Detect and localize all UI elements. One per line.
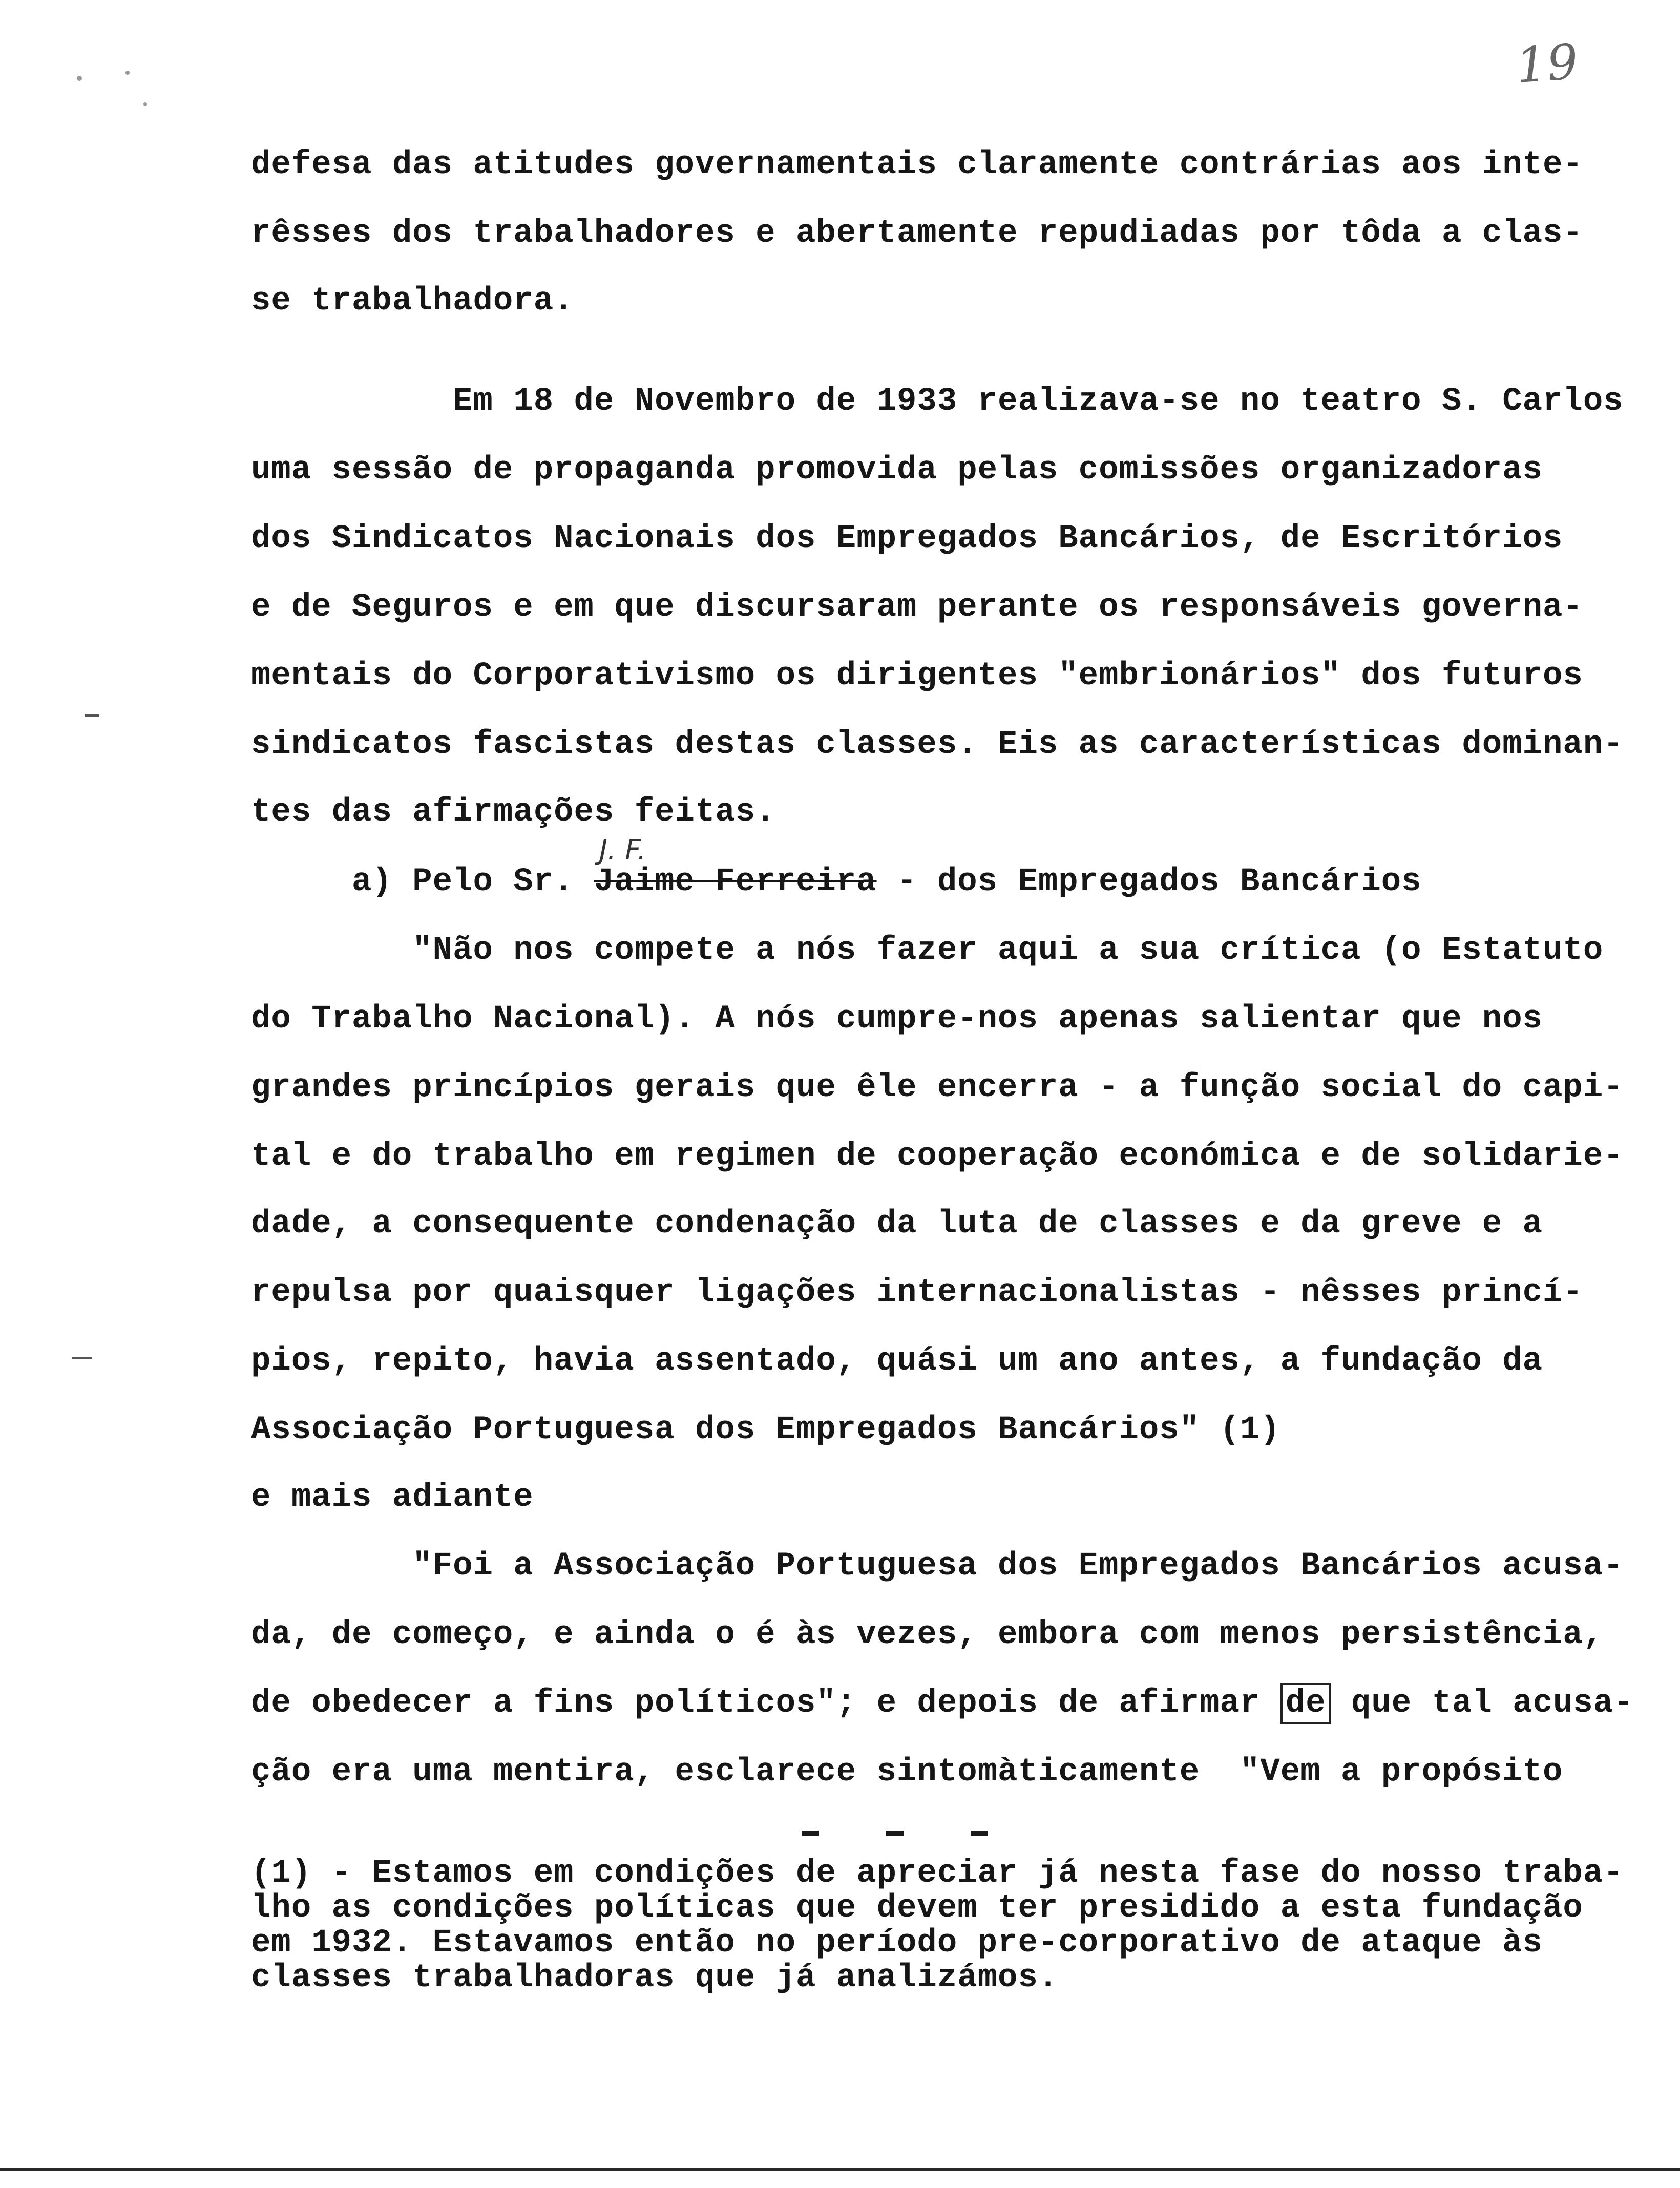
margin-mark <box>85 714 99 717</box>
boxed-word-line <box>251 1685 1634 1722</box>
quote-line: Associação Portuguesa dos Empregados Bancários" (1) <box>251 1412 1280 1448</box>
body-line: ção era uma mentira, esclarece sintomàticamente "Vem a propósito <box>251 1754 1563 1791</box>
quote-line: tal e do trabalho em regimen de cooperação económica e de solidarie- <box>251 1138 1624 1175</box>
body-line: dos Sindicatos Nacionais dos Empregados Bancários, de Escritórios <box>251 520 1563 557</box>
body-line: rêsses dos trabalhadores e abertamente repudiadas por tôda a clas- <box>251 215 1583 252</box>
quote-line: da, de começo, e ainda o é às vezes, embora com menos persistência, <box>251 1616 1604 1653</box>
scan-speck <box>125 71 130 75</box>
footnote-line: em 1932. Estavamos então no período pre-corporativo de ataque às <box>251 1925 1543 1962</box>
page-number-mark: 19 <box>1514 33 1580 95</box>
body-line: uma sessão de propaganda promovida pelas comissões organizadoras <box>251 452 1543 489</box>
item-a-prefix: a) Pelo Sr. <box>251 864 594 900</box>
body-line: sindicatos fascistas destas classes. Eis as características dominan- <box>251 726 1624 763</box>
struck-name: Jaime Ferreira <box>594 864 877 900</box>
separator-dash <box>971 1831 988 1836</box>
separator-dash <box>886 1831 904 1836</box>
separator-dash <box>802 1831 819 1836</box>
boxed-line-after: que tal acusa- <box>1331 1685 1634 1722</box>
handwritten-initials: J. F. <box>599 834 646 866</box>
item-a-suffix: - dos Empregados Bancários <box>876 864 1422 900</box>
quote-line: "Não nos compete a nós fazer aqui a sua crítica (o Estatuto <box>251 932 1604 969</box>
scan-speck <box>143 102 147 106</box>
body-line: tes das afirmações feitas. <box>251 794 776 831</box>
quote-line: dade, a consequente condenação da luta de classes e da greve e a <box>251 1206 1543 1243</box>
body-line: se trabalhadora. <box>251 283 574 320</box>
boxed-word: de <box>1280 1683 1331 1724</box>
item-a-line <box>251 864 1422 900</box>
body-line: Em 18 de Novembro de 1933 realizava-se no teatro S. Carlos <box>251 383 1624 420</box>
scan-bottom-edge <box>0 2168 1680 2171</box>
footnote-line: classes trabalhadoras que já analizámos. <box>251 1960 1059 1996</box>
footnote-line: lho as condições políticas que devem ter presidido a esta fundação <box>251 1890 1583 1927</box>
quote-line: "Foi a Associação Portuguesa dos Empregados Bancários acusa- <box>251 1548 1624 1585</box>
body-line: defesa das atitudes governamentais claramente contrárias aos inte- <box>251 146 1583 183</box>
footnote-line: (1) - Estamos em condições de apreciar já nesta fase do nosso traba- <box>251 1855 1624 1892</box>
quote-line: e mais adiante <box>251 1479 534 1516</box>
margin-mark <box>72 1357 92 1359</box>
quote-line: repulsa por quaisquer ligações internacionalistas - nêsses princí- <box>251 1274 1583 1311</box>
boxed-line-before: de obedecer a fins políticos"; e depois de afirmar <box>251 1685 1280 1722</box>
quote-line: pios, repito, havia assentado, quási um ano antes, a fundação da <box>251 1343 1543 1380</box>
quote-line: grandes princípios gerais que êle encerra - a função social do capi- <box>251 1069 1624 1106</box>
body-line: e de Seguros e em que discursaram perante os responsáveis governa- <box>251 589 1583 626</box>
body-line: mentais do Corporativismo os dirigentes "embrionários" dos futuros <box>251 658 1583 695</box>
quote-line: do Trabalho Nacional). A nós cumpre-nos apenas salientar que nos <box>251 1001 1543 1038</box>
scan-speck <box>77 76 82 81</box>
